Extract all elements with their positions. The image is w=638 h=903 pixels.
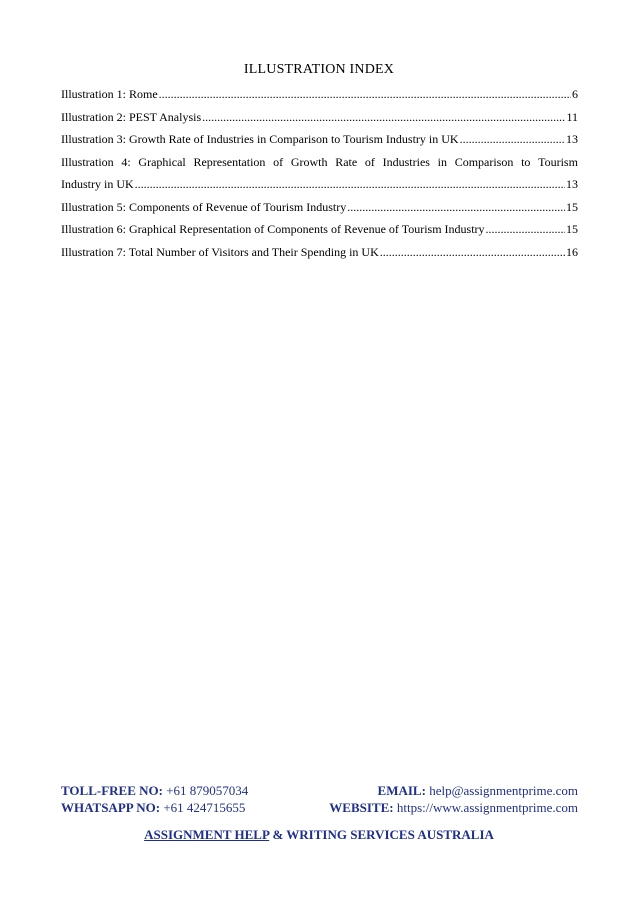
toc-entry-page: 15 <box>566 199 578 214</box>
toc-word: Rate <box>335 154 358 169</box>
website-info <box>329 799 578 816</box>
toc-entry-label: Illustration 3: Growth Rate of Industries in Comparison to Tourism Industry in UK <box>61 132 459 146</box>
toc-word: of <box>364 154 375 169</box>
toc-leader-dots <box>460 132 565 147</box>
toc-entry-page: 15 <box>566 222 578 236</box>
toc-entry-label: Illustration 1: Rome <box>61 87 158 101</box>
toc-entry-page: 13 <box>566 132 578 146</box>
toc-leader-dots <box>135 177 565 192</box>
toc-word: to <box>521 154 531 169</box>
toc-leader-dots <box>202 110 565 125</box>
toc-word: Illustration <box>61 154 114 169</box>
footer-row-2 <box>61 799 578 816</box>
toc-word: of <box>273 154 284 169</box>
toc-word: Tourism <box>538 154 578 169</box>
toc-entry-page: 11 <box>566 109 578 124</box>
toc-entry-page: 13 <box>566 177 578 191</box>
tollfree-number[interactable]: +61 879057034 <box>166 783 249 798</box>
toc-entry-label: Illustration 5: Components of Revenue of Tourism Industry <box>61 199 347 214</box>
toc-entry[interactable] <box>61 222 578 245</box>
footer-tagline <box>0 827 638 843</box>
toc-entry-page: 6 <box>572 87 578 101</box>
whatsapp-number[interactable]: +61 424715655 <box>163 800 246 815</box>
toc-leader-dots <box>159 87 571 102</box>
toc-leader-dots <box>486 222 565 237</box>
assignment-help-link[interactable]: ASSIGNMENT HELP <box>144 827 270 842</box>
illustration-index <box>61 87 578 267</box>
toc-entry[interactable] <box>61 132 578 155</box>
toc-entry-line2 <box>61 177 578 200</box>
website-label: WEBSITE: <box>329 800 394 815</box>
toc-word: Industries <box>382 154 430 169</box>
footer-row-1 <box>61 782 578 799</box>
toc-entry[interactable] <box>61 245 578 268</box>
toc-leader-dots <box>380 245 565 260</box>
toc-entry[interactable] <box>61 110 578 133</box>
tollfree-info <box>61 782 321 799</box>
whatsapp-label: WHATSAPP NO: <box>61 800 161 815</box>
toc-word: Comparison <box>454 154 514 169</box>
toc-word: 4: <box>121 154 131 169</box>
page-title: ILLUSTRATION INDEX <box>243 62 395 77</box>
whatsapp-info <box>61 799 321 816</box>
toc-word: Growth <box>290 154 328 169</box>
toc-word: Graphical <box>138 154 186 169</box>
website-link[interactable]: https://www.assignmentprime.com <box>396 800 578 815</box>
tollfree-label: TOLL-FREE NO: <box>61 783 163 798</box>
toc-word: in <box>437 154 447 169</box>
page-footer <box>61 782 578 816</box>
toc-entry-page: 16 <box>566 244 578 259</box>
toc-entry-label: Illustration 2: PEST Analysis <box>61 109 202 124</box>
toc-word: Representation <box>193 154 266 169</box>
toc-leader-dots <box>347 200 565 215</box>
email-label: EMAIL: <box>377 783 426 798</box>
toc-entry[interactable] <box>61 87 578 110</box>
toc-entry[interactable] <box>61 155 578 200</box>
toc-entry-label: Industry in UK <box>61 177 134 191</box>
email-info <box>378 782 578 799</box>
toc-entry-label: Illustration 6: Graphical Representation of Components of Revenue of Tourism Industry <box>61 222 485 236</box>
toc-entry-label: Illustration 7: Total Number of Visitors and Their Spending in UK <box>61 244 379 259</box>
toc-entry-label-line1 <box>61 155 578 178</box>
toc-entry[interactable] <box>61 200 578 223</box>
email-link[interactable]: help@assignmentprime.com <box>429 783 578 798</box>
tagline-text: & WRITING SERVICES AUSTRALIA <box>269 827 494 842</box>
